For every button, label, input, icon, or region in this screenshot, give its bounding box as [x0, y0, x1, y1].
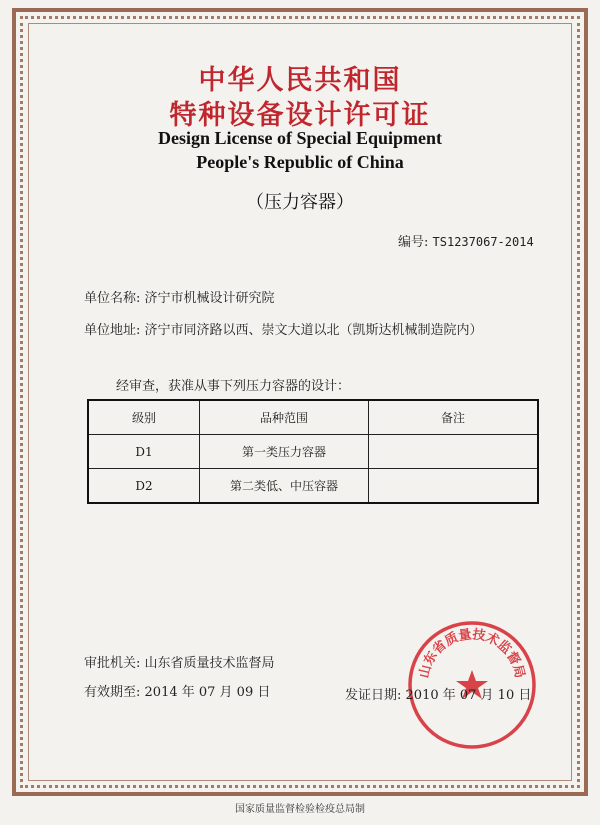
row2-level: D2	[88, 469, 200, 504]
row1-remark	[369, 435, 539, 469]
valid-until-value: 2014 年 07 月 09 日	[144, 685, 271, 700]
header-remark: 备注	[369, 400, 539, 435]
unit-name	[84, 287, 275, 306]
title-en-line2: People's Republic of China	[196, 152, 404, 172]
authority-label: 审批机关:	[84, 656, 141, 671]
serial-number	[398, 231, 534, 250]
table-row	[88, 435, 538, 469]
unit-name-value: 济宁市机械设计研究院	[144, 291, 275, 306]
scope-table	[87, 399, 539, 504]
authority-value: 山东省质量技术监督局	[144, 656, 275, 671]
header-level: 级别	[88, 400, 200, 435]
issue-date	[345, 684, 531, 703]
category-subtitle: （压力容器）	[246, 192, 354, 213]
unit-address	[84, 319, 483, 338]
approval-authority	[84, 652, 275, 671]
title-en-line1: Design License of Special Equipment	[157, 128, 443, 148]
table-header-row	[88, 400, 538, 435]
title-cn-line1: 中华人民共和国	[198, 65, 402, 96]
issue-date-label: 发证日期:	[345, 688, 402, 703]
serial-value: TS1237067-2014	[432, 235, 534, 249]
header-scope: 品种范围	[200, 400, 369, 435]
valid-until-label: 有效期至:	[84, 685, 141, 700]
valid-until	[84, 681, 270, 700]
unit-address-value: 济宁市同济路以西、崇文大道以北（凯斯达机械制造院内）	[144, 323, 483, 338]
serial-label: 编号:	[398, 235, 429, 250]
unit-name-label: 单位名称:	[84, 291, 141, 306]
footer-issuer: 国家质量监督检验检疫总局制	[235, 804, 365, 815]
row2-remark	[369, 469, 539, 504]
seal-text: 山东省质量技术监督局	[417, 627, 527, 680]
title-cn-line2: 特种设备设计许可证	[169, 100, 431, 131]
row1-level: D1	[88, 435, 200, 469]
row1-scope: 第一类压力容器	[200, 435, 369, 469]
table-row	[88, 469, 538, 504]
issue-date-value: 2010 年 07 月 10 日	[405, 688, 532, 703]
approval-statement: 经审查，获准从事下列压力容器的设计：	[116, 379, 351, 394]
unit-address-label: 单位地址:	[84, 323, 141, 338]
row2-scope: 第二类低、中压容器	[200, 469, 369, 504]
